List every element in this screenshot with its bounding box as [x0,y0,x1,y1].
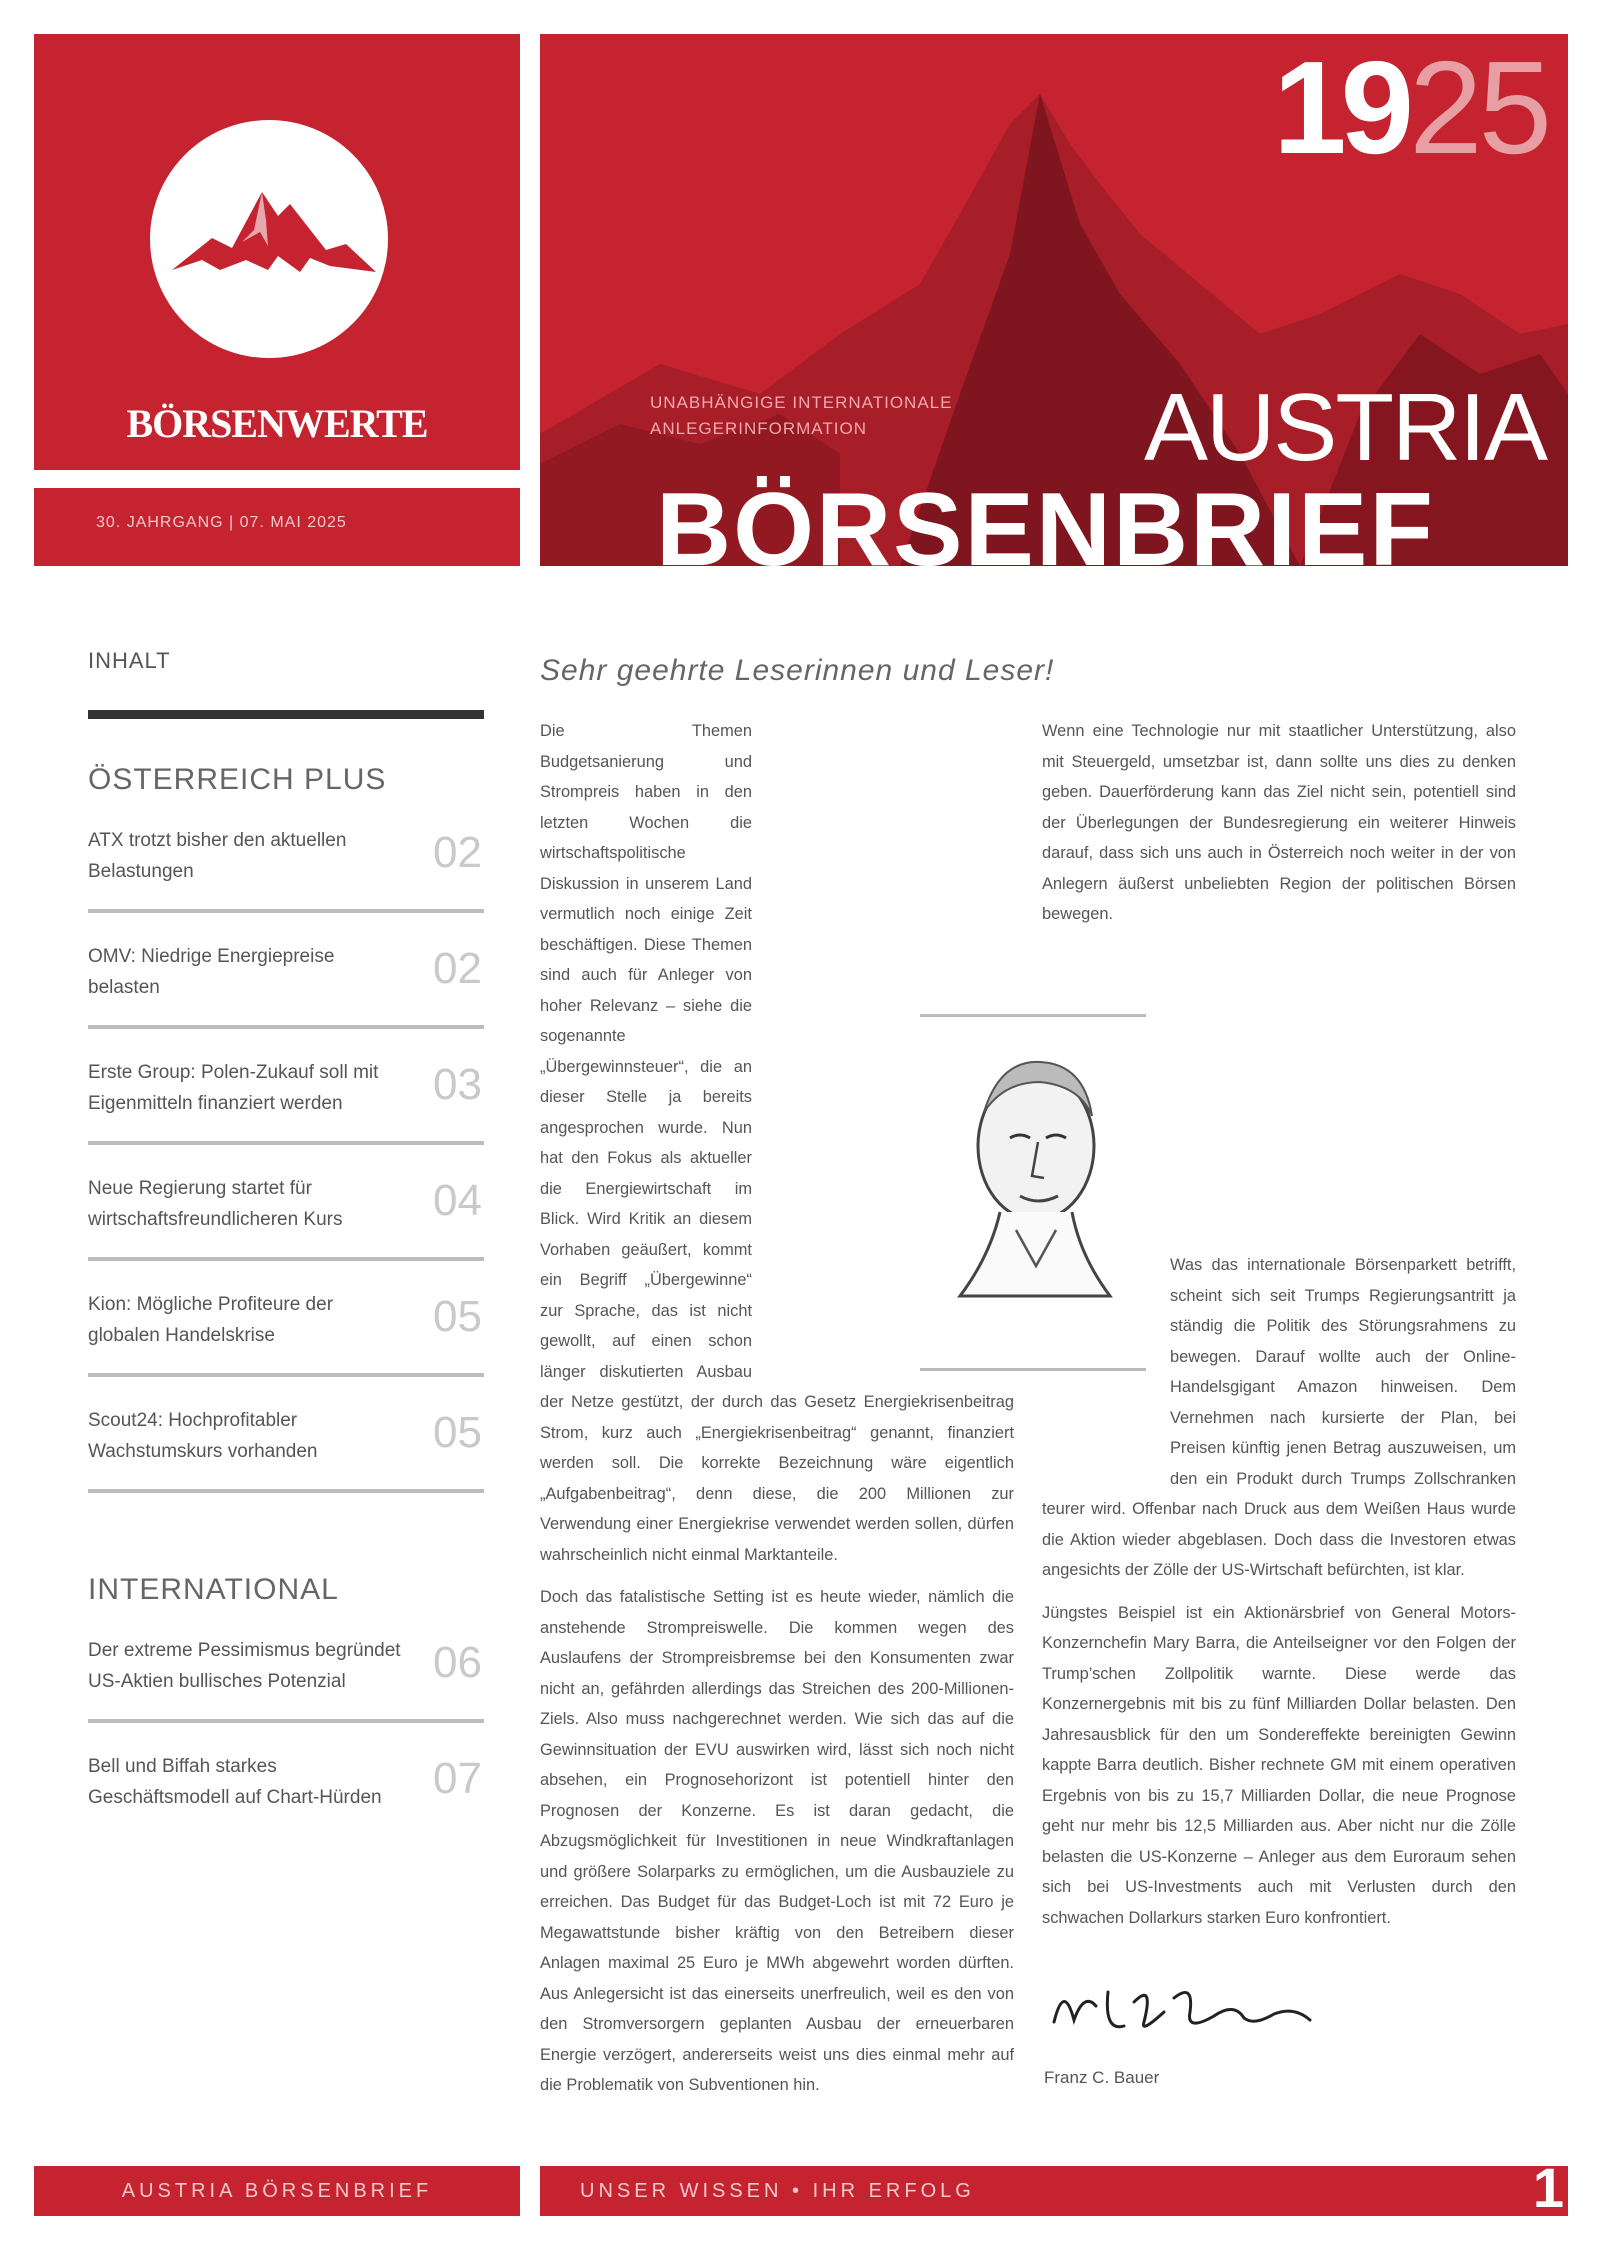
toc-item[interactable] [88,1145,484,1261]
toc-heading: INHALT [88,648,171,673]
toc-item-page: 04 [433,1176,482,1225]
edition-bar [34,488,520,566]
letter-paragraph: Wenn eine Technologie nur mit staatlicher Unterstützung, also mit Steuergeld, umsetzbar ist, dann sollte uns dies zu denken geben. Dauerförderung kann das Ziel nicht sein, potentiell sind der Überlegungen der Bundesregierung ein weiterer Hinweis darauf, dass sich uns auch in Österreich noch weiter in der von Anlegern äußerst unbeliebten Region der politischen Börsen bewegen. [1042,722,1516,923]
toc-item[interactable] [88,913,484,1029]
footer-motto: UNSER WISSEN • IHR ERFOLG [580,2180,975,2202]
mountain-icon [150,120,388,358]
toc-item-page: 07 [433,1754,482,1803]
toc-item-text: Neue Regierung startet für wirtschaftsfreundlicheren Kurs [88,1178,343,1230]
footer-publication-name: AUSTRIA BÖRSENBRIEF [121,2180,433,2202]
letter-paragraph: Was das internationale Börsenparkett betrifft, scheint sich seit Trumps Regierungsantritt ja ständig die Politik des Störungsrahmens zu bewegen. Darauf wollte auch der Online-Handelsgigant Amazon hinweisen. Dem Vernehmen nach kursierte der Plan, bei Preisen künftig jenen Betrag auszuweisen, um den ein Produkt durch Trumps Zollschranken teurer wird. Offenbar nach Druck aus dem Weißen Haus wurde die Aktion wieder abgeblasen. Doch dass die Investoren etwas angesichts der Zölle der US-Wirtschaft befürchten, ist klar. [1042,1256,1516,1579]
footer-left-bar [34,2166,520,2216]
year-light: 25 [1409,34,1548,181]
toc-item[interactable] [88,1377,484,1493]
letter-column-2-top [1042,716,1516,1016]
hero-banner [540,34,1568,588]
toc-item[interactable] [88,797,484,913]
toc-item-text: OMV: Niedrige Energiepreise belasten [88,946,335,998]
title-austria: AUSTRIA [1143,374,1546,481]
edition-info: 30. JAHRGANG | 07. MAI 2025 [96,514,347,531]
toc-item[interactable] [88,1723,484,1835]
toc-item-page: 03 [433,1060,482,1109]
toc-item[interactable] [88,1607,484,1723]
toc-item-page: 05 [433,1292,482,1341]
toc-section-title: INTERNATIONAL [88,1573,339,1606]
toc-item-page: 02 [433,944,482,993]
toc-item-page: 06 [433,1638,482,1687]
portrait-sketch-icon [920,1016,1146,1366]
letter-column-1 [540,716,1014,2094]
letter-greeting: Sehr geehrte Leserinnen und Leser! [540,654,1055,687]
signature-icon [1044,1962,1324,2052]
toc-section-title: ÖSTERREICH PLUS [88,763,387,796]
toc-heading-rule [88,710,484,719]
table-of-contents [88,648,484,1835]
toc-item-text: ATX trotzt bisher den aktuellen Belastungen [88,830,347,882]
tagline: UNABHÄNGIGE INTERNATIONALE ANLEGERINFORMATION [650,393,953,438]
toc-item-text: Scout24: Hochprofitabler Wachstumskurs vorhanden [88,1410,318,1462]
signer-name: Franz C. Bauer [1044,2068,1160,2087]
toc-item-text: Der extreme Pessimismus begründet US-Aktien bullisches Potenzial [88,1640,401,1692]
toc-item-text: Kion: Mögliche Profiteure der globalen Handelskrise [88,1294,334,1346]
logo-circle [150,120,388,358]
author-portrait [920,1016,1146,1366]
letter-paragraph: Doch das fatalistische Setting ist es heute wieder, nämlich die anstehende Strompreiswelle. Die kommen wegen des Auslaufens der Strompreisbremse bei den Konsumenten zwar nicht an, gefährden allerdings das Streichen des 200-Millionen-Ziels. Also muss nachgerechnet werden. Wie sich das auf die Gewinnsituation der EVU auswirken wird, lässt sich noch nicht absehen, ein Prognosehorizont ist potentiell hinter den Prognosen der Konzerne. Es ist daran gedacht, die Abzugsmöglichkeit für Investitionen in neue Windkraftanlagen und größere Solarparks zu ermöglichen, um die Ausbauziele zu erreichen. Das Budget für das Budget-Loch ist mit 72 Euro je Megawattstunde bisher kräftig von den Betreibern dieser Anlagen maximal 25 Euro je MWh abgewehrt worden dürften. Aus Anlegersicht ist das einerseits unerfreulich, weil es den von den Stromversorgern geplanten Ausbau der erneuerbaren Energie verzögert, andererseits weist uns dies einmal mehr auf die Problematik von Subventionen hin. [540,1588,1014,2094]
title-boersenbrief: BÖRSENBRIEF [656,472,1435,588]
footer-right-bar [540,2156,1568,2219]
portrait-rule-bottom [920,1368,1146,1371]
brand-logo-text: BÖRSENWERTE [126,401,428,446]
letter-paragraph: Jüngstes Beispiel ist ein Aktionärsbrief von General Motors-Konzernchefin Mary Barra, die Anteilseigner vor den Folgen der Trump’schen Zollpolitik warnte. Diese werde das Konzernergebnis mit bis zu fünf Milliarden Dollar belasten. Den Jahresausblick für den um Sondereffekte bereinigten Gewinn kappte Barra deutlich. Bisher rechnete GM mit einem operativen Ergebnis von bis zu 15,7 Milliarden Dollar, die neue Prognose geht nur mehr bis 12,5 Milliarden aus. Aber nicht nur die Zölle belasten die US-Konzerne – Anleger aus dem Euroraum sehen sich bei US-Investments auch mit Verlusten durch den schwachen Dollarkurs starken Euro konfrontiert. [1042,1603,1516,1927]
toc-item-text: Erste Group: Polen-Zukauf soll mit Eigenmitteln finanziert werden [88,1062,379,1114]
toc-item-page: 02 [433,828,482,877]
toc-item[interactable] [88,1029,484,1145]
year-bold: 19 [1273,34,1408,181]
page-number: 1 [1532,2156,1564,2219]
toc-item[interactable] [88,1261,484,1377]
toc-item-text: Bell und Biffah starkes Geschäftsmodell auf Chart-Hürden [88,1756,382,1808]
letter-paragraph: Die Themen Budgetsanierung und Strompreis haben in den letzten Wochen die wirtschaftspolitische Diskussion in unserem Land vermutlich noch einige Zeit beschäftigen. Diese Themen sind auch für Anleger von hoher Relevanz – siehe die sogenannte „Übergewinnsteuer“, die an dieser Stelle ja bereits angesprochen wurde. Nun hat den Fokus als aktueller die Energiewirtschaft im Blick. Wird Kritik an diesem Vorhaben geäußert, kommt ein Begriff „Übergewinne“ zur Sprache, das ist nicht gewollt, auf einen schon länger diskutierten Ausbau der Netze gestützt, der durch das Gesetz Energiekrisenbeitrag Strom, kurz auch „Energiekrisenbeitrag“ genannt, finanziert werden soll. Die korrekte Bezeichnung wäre eigentlich „Aufgabenbeitrag“, denn diese, die 200 Millionen zur Verwendung einer Energiekrise verwendet werden sollen, dürfen wahrscheinlich nicht einmal Marktanteile. [540,722,1014,1564]
toc-item-page: 05 [433,1408,482,1457]
logo-block [34,34,520,470]
